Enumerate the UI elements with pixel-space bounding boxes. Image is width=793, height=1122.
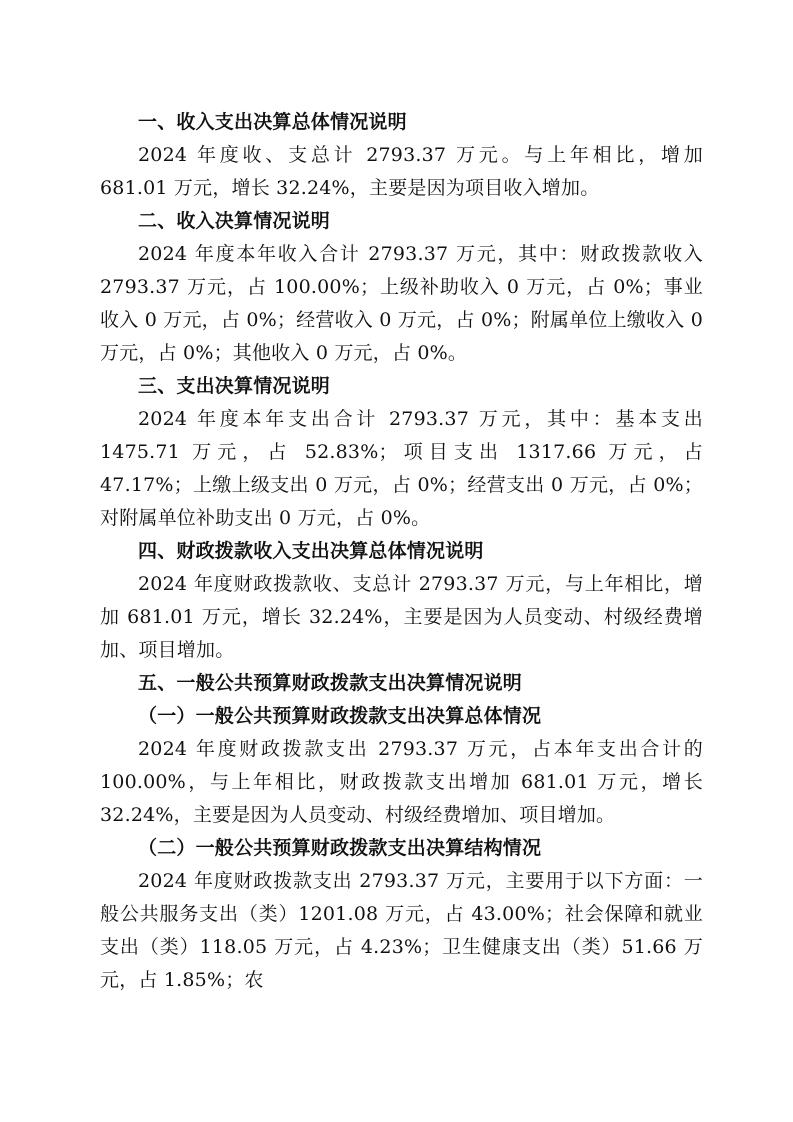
section-heading-fiscal-appropriation-overview: 四、财政拨款收入支出决算总体情况说明 [138, 540, 484, 562]
section-body-fiscal-appropriation-overview: 2024 年度财政拨款收、支总计 2793.37 万元，与上年相比，增加 681.01 万元，增长 32.24%，主要是因为人员变动、村级经费增加、项目增加。 [100, 573, 703, 661]
subsection-body-budget-structure: 2024 年度财政拨款支出 2793.37 万元，主要用于以下方面：一般公共服务支出（类）1201.08 万元，占 43.00%；社会保障和就业支出（类）118.05 万元，占 4.23%；卫生健康支出（类）51.66 万元，占 1.85%；农 [100, 870, 703, 991]
subsection-heading-budget-structure: （二）一般公共预算财政拨款支出决算结构情况 [138, 837, 542, 859]
section-heading-income-expense-overview: 一、收入支出决算总体情况说明 [138, 111, 407, 133]
section-body-expense: 2024 年度本年支出合计 2793.37 万元，其中：基本支出 1475.71 万元，占 52.83%；项目支出 1317.66 万元，占 47.17%；上缴上级支出 0 万元，占 0%；经营支出 0 万元，占 0%；对附属单位补助支出 0 万元，占 0%。 [100, 408, 703, 529]
section-body-income: 2024 年度本年收入合计 2793.37 万元，其中：财政拨款收入 2793.37 万元，占 100.00%；上级补助收入 0 万元，占 0%；事业收入 0 万元，占 0%；经营收入 0 万元，占 0%；附属单位上缴收入 0 万元，占 0%；其他收入 0 万元，占 0%。 [100, 243, 703, 364]
subsection-body-budget-overall: 2024 年度财政拨款支出 2793.37 万元，占本年支出合计的 100.00%，与上年相比，财政拨款支出增加 681.01 万元，增长 32.24%，主要是因为人员变动、村级经费增加、项目增加。 [100, 738, 703, 826]
subsection-heading-budget-overall: （一）一般公共预算财政拨款支出决算总体情况 [138, 705, 542, 727]
section-heading-general-public-budget: 五、一般公共预算财政拨款支出决算情况说明 [138, 672, 523, 694]
section-body-income-expense-overview: 2024 年度收、支总计 2793.37 万元。与上年相比，增加 681.01 万元，增长 32.24%，主要是因为项目收入增加。 [100, 144, 703, 199]
section-heading-expense: 三、支出决算情况说明 [138, 375, 331, 397]
section-heading-income: 二、收入决算情况说明 [138, 210, 331, 232]
